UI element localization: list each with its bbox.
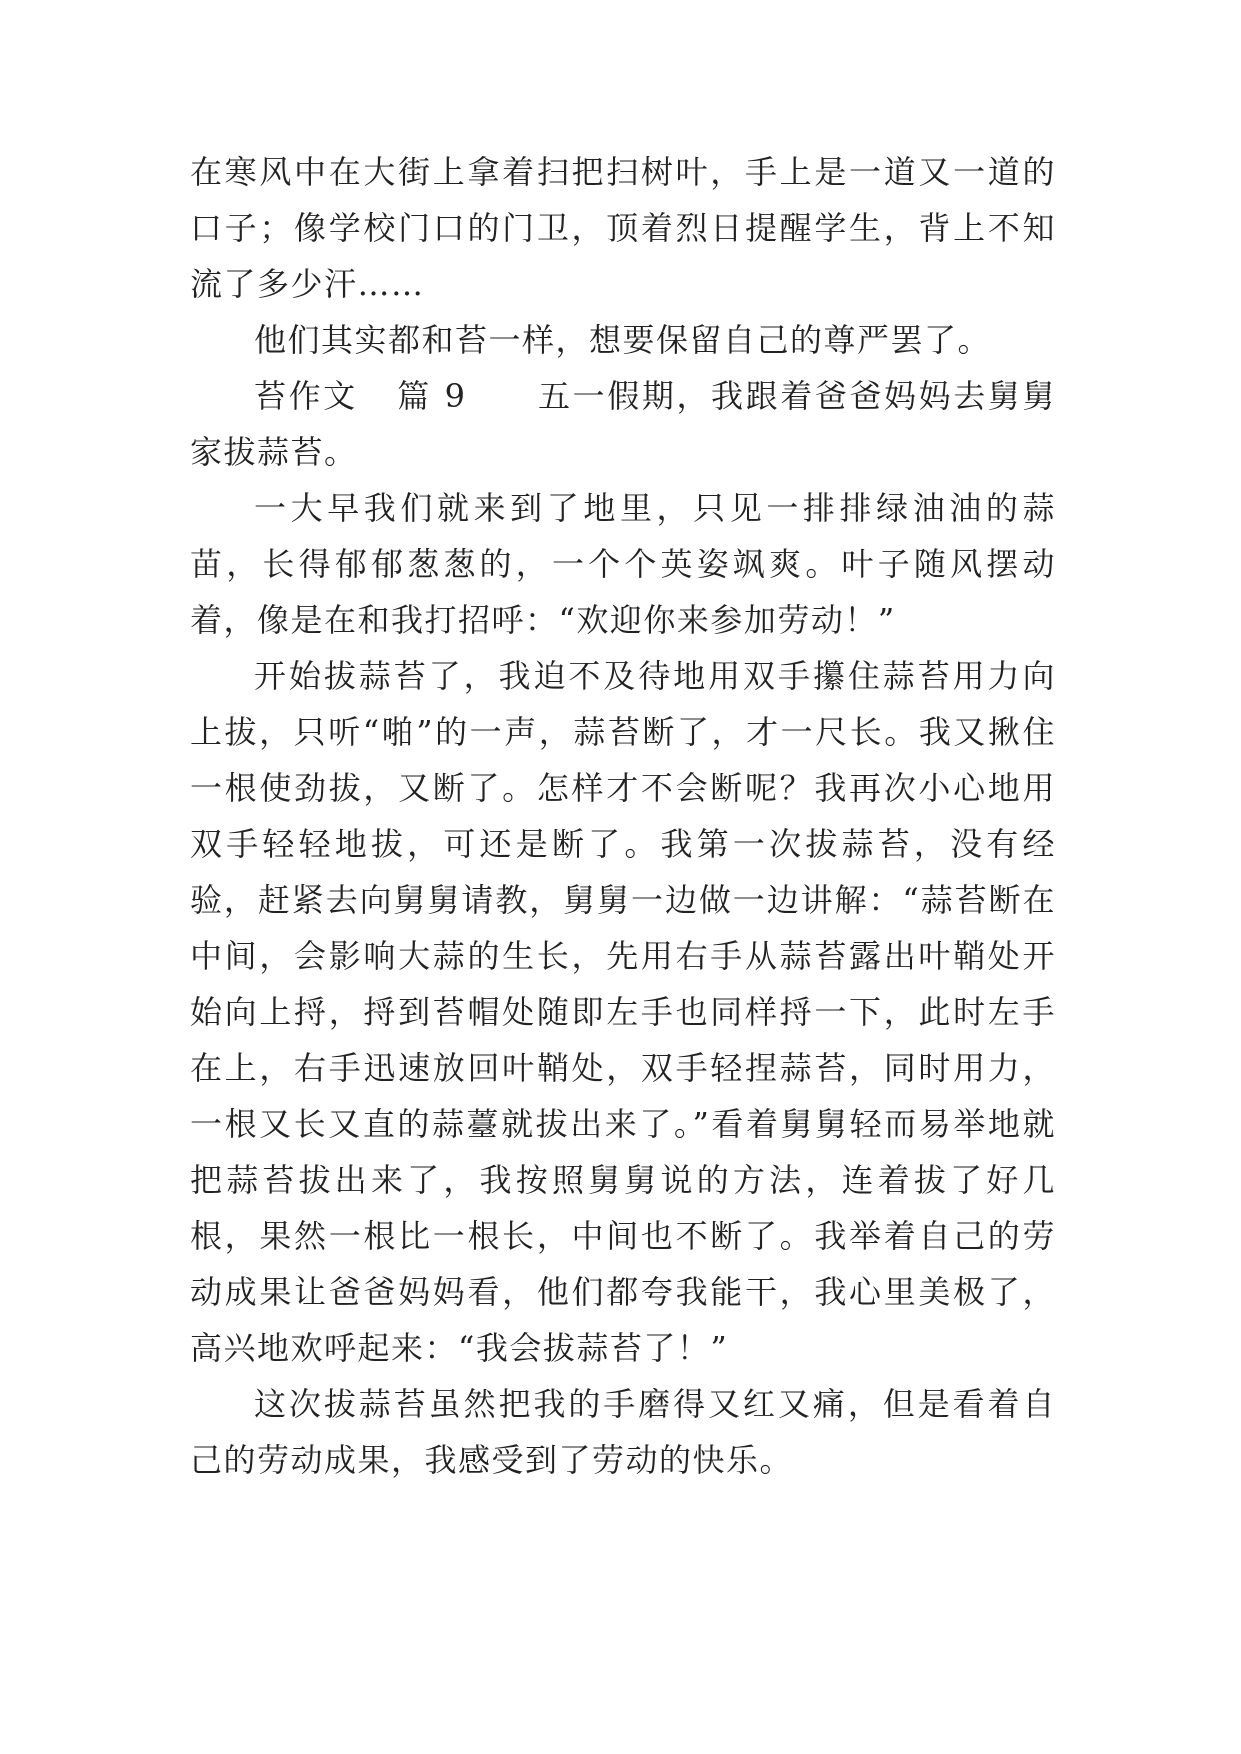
paragraph-continued: 在寒风中在大街上拿着扫把扫树叶，手上是一道又一道的口子；像学校门口的门卫，顶着烈日提醒学生，背上不知流了多少汗……	[190, 153, 1056, 303]
section-number: 篇 9	[396, 377, 467, 415]
section-title: 苔作文	[254, 377, 358, 415]
paragraph-conclusion: 这次拔蒜苔虽然把我的手磨得又红又痛，但是看着自己的劳动成果，我感受到了劳动的快乐。	[190, 1385, 1056, 1479]
section-heading-paragraph	[190, 368, 1056, 480]
section-first-sentence: 五一假期，我跟着爸爸妈妈去舅舅家拔蒜苔。	[190, 377, 1056, 471]
document-body	[190, 144, 1056, 1488]
paragraph-dignity: 他们其实都和苔一样，想要保留自己的尊严罢了。	[254, 321, 992, 359]
paragraph-pulling: 开始拔蒜苔了，我迫不及待地用双手攥住蒜苔用力向上拔，只听“啪”的一声，蒜苔断了，才一尺长。我又揪住一根使劲拔，又断了。怎样才不会断呢？我再次小心地用双手轻轻地拔，可还是断了。我第一次拔蒜苔，没有经验，赶紧去向舅舅请教，舅舅一边做一边讲解：“蒜苔断在中间，会影响大蒜的生长，先用右手从蒜苔露出叶鞘处开始向上捋，捋到苔帽处随即左手也同样捋一下，此时左手在上，右手迅速放回叶鞘处，双手轻捏蒜苔，同时用力，一根又长又直的蒜薹就拔出来了。”看着舅舅轻而易举地就把蒜苔拔出来了，我按照舅舅说的方法，连着拔了好几根，果然一根比一根长，中间也不断了。我举着自己的劳动成果让爸爸妈妈看，他们都夸我能干，我心里美极了，高兴地欢呼起来：“我会拔蒜苔了！”	[190, 657, 1056, 1367]
paragraph-field: 一大早我们就来到了地里，只见一排排绿油油的蒜苗，长得郁郁葱葱的，一个个英姿飒爽。叶子随风摆动着，像是在和我打招呼：“欢迎你来参加劳动！”	[190, 489, 1056, 639]
